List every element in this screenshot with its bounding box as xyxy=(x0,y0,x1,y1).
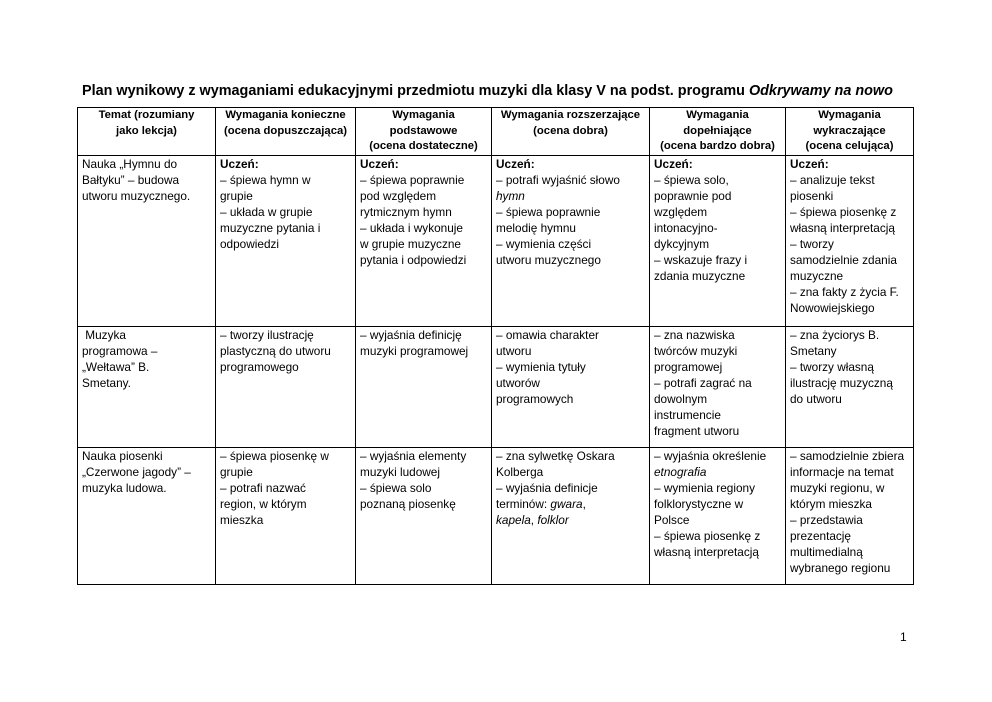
header-podstawowe: Wymagania podstawowe (ocena dostateczne) xyxy=(356,108,492,156)
page-title xyxy=(82,83,912,99)
term-gwara: gwara xyxy=(550,496,583,511)
cell-wykraczajace: Uczeń: – analizuje tekst piosenki – śpiewa piosenkę z własną interpretacją – tworzy samodzielnie zdania muzyczne – zna fakty z życia F. Nowowiejskiego xyxy=(786,155,914,326)
term-folklor: folklor xyxy=(537,512,569,527)
cell-dopelniajace: – wyjaśnia określenie etnografia – wymienia regiony folklorystyczne w Polsce – śpiewa piosenkę z własną interpretacją xyxy=(650,447,786,584)
cell-wykraczajace: – zna życiorys B. Smetany – tworzy własną ilustrację muzyczną do utworu xyxy=(786,326,914,447)
cell-dopelniajace: – zna nazwiska twórców muzyki programowej – potrafi zagrać na dowolnym instrumencie fragment utworu xyxy=(650,326,786,447)
header-konieczne: Wymagania konieczne (ocena dopuszczająca) xyxy=(216,108,356,156)
table-row xyxy=(78,447,914,584)
cell-rozszerzajace: Uczeń: – potrafi wyjaśnić słowo hymn – śpiewa poprawnie melodię hymnu – wymienia części utworu muzycznego xyxy=(492,155,650,326)
uczen-label: Uczeń: xyxy=(496,156,535,171)
cell-dopelniajace: Uczeń: – śpiewa solo, poprawnie pod względem intonacyjno- dykcyjnym – wskazuje frazy i zdania muzyczne xyxy=(650,155,786,326)
cell-wykraczajace: – samodzielnie zbiera informacje na temat muzyki regionu, w którym mieszka – przedstawia prezentację multimedialną wybranego regionu xyxy=(786,447,914,584)
uczen-label: Uczeń: xyxy=(220,156,259,171)
cell-podstawowe: – wyjaśnia elementy muzyki ludowej – śpiewa solo poznaną piosenkę xyxy=(356,447,492,584)
cell-rozszerzajace: – zna sylwetkę Oskara Kolberga – wyjaśnia definicje terminów: gwara, kapela, folklor xyxy=(492,447,650,584)
term-kapela: kapela xyxy=(496,512,531,527)
table-row xyxy=(78,155,914,326)
uczen-label: Uczeń: xyxy=(654,156,693,171)
header-wykraczajace: Wymagania wykraczające (ocena celująca) xyxy=(786,108,914,156)
header-dopelniajace: Wymagania dopełniające (ocena bardzo dobra) xyxy=(650,108,786,156)
cell-topic: Muzyka programowa – „Wełtawa” B. Smetany. xyxy=(78,326,216,447)
header-topic: Temat (rozumiany jako lekcja) xyxy=(78,108,216,156)
cell-konieczne: – śpiewa piosenkę w grupie – potrafi nazwać region, w którym mieszka xyxy=(216,447,356,584)
cell-konieczne: Uczeń: – śpiewa hymn w grupie – układa w grupie muzyczne pytania i odpowiedzi xyxy=(216,155,356,326)
cell-podstawowe: Uczeń: – śpiewa poprawnie pod względem rytmicznym hymn – układa i wykonuje w grupie muzyczne pytania i odpowiedzi xyxy=(356,155,492,326)
cell-rozszerzajace: – omawia charakter utworu – wymienia tytuły utworów programowych xyxy=(492,326,650,447)
cell-konieczne: – tworzy ilustrację plastyczną do utworu programowego xyxy=(216,326,356,447)
cell-topic: Nauka „Hymnu do Bałtyku” – budowa utworu muzycznego. xyxy=(78,155,216,326)
title-text: Plan wynikowy z wymaganiami edukacyjnymi przedmiotu muzyki dla klasy V na podst. programu xyxy=(82,83,749,99)
cell-topic: Nauka piosenki „Czerwone jagody” – muzyka ludowa. xyxy=(78,447,216,584)
cell-podstawowe: – wyjaśnia definicję muzyki programowej xyxy=(356,326,492,447)
title-italic-text: Odkrywamy na nowo xyxy=(748,83,893,99)
uczen-label: Uczeń: xyxy=(360,156,399,171)
header-row xyxy=(78,108,914,156)
uczen-label: Uczeń: xyxy=(790,156,829,171)
table-row xyxy=(78,326,914,447)
header-rozszerzajace: Wymagania rozszerzające (ocena dobra) xyxy=(492,108,650,156)
requirements-table xyxy=(77,107,914,585)
page-number: 1 xyxy=(900,630,907,644)
